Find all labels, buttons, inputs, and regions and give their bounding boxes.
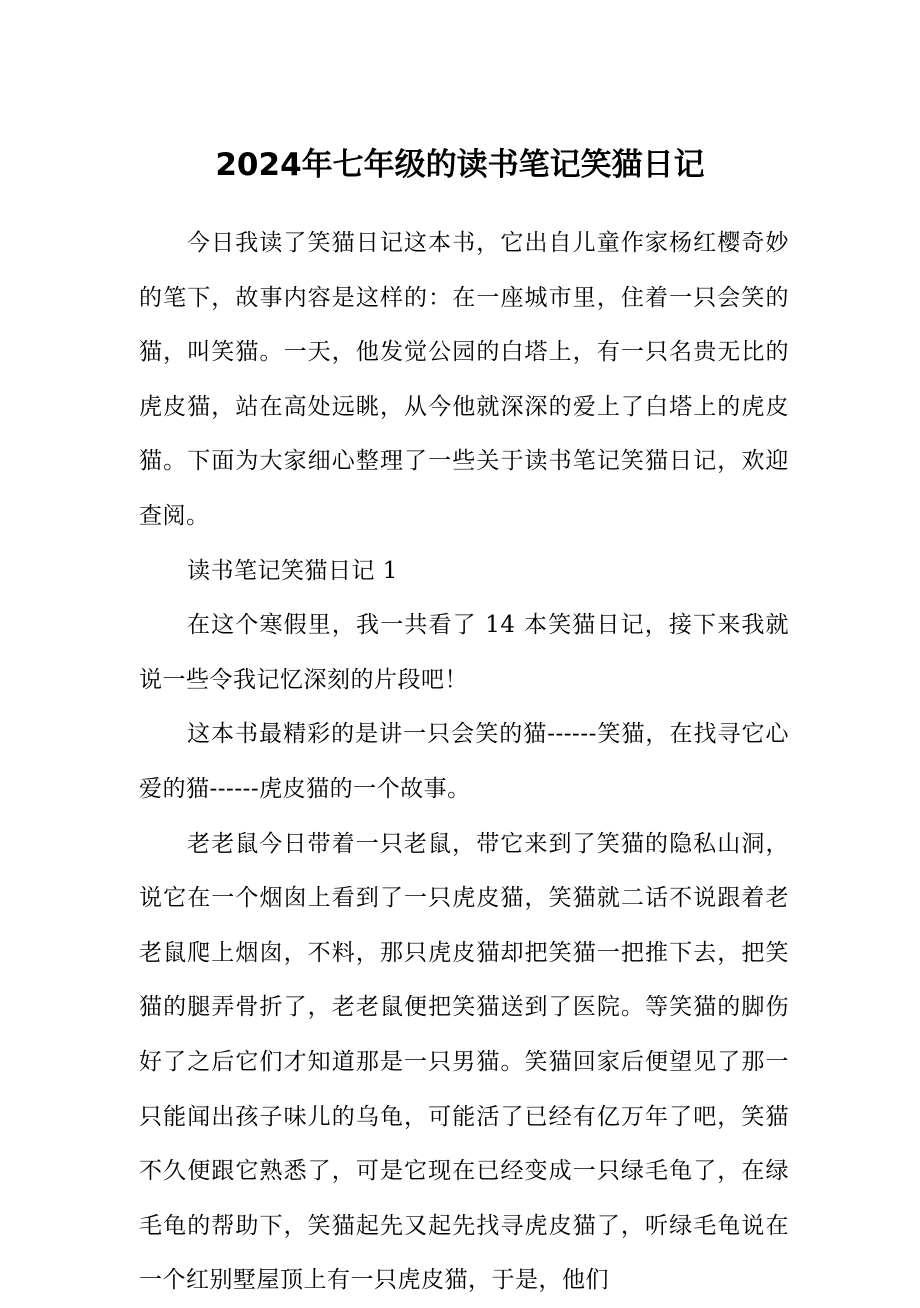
document-body — [139, 216, 789, 1308]
body-paragraph: 这本书最精彩的是讲一只会笑的猫------笑猫，在找寻它心爱的猫------虎皮猫的一个故事。 — [139, 721, 789, 802]
document-title: 2024年七年级的读书笔记笑猫日记 — [215, 147, 705, 183]
body-paragraph: 在这个寒假里，我一共看了 14 本笑猫日记，接下来我就说一些令我记忆深刻的片段吧！ — [139, 612, 789, 693]
body-paragraph: 老老鼠今日带着一只老鼠，带它来到了笑猫的隐私山洞，说它在一个烟囱上看到了一只虎皮猫，笑猫就二话不说跟着老老鼠爬上烟囱，不料，那只虎皮猫却把笑猫一把推下去，把笑猫的腿弄骨折了，老老鼠便把笑猫送到了医院。等笑猫的脚伤好了之后它们才知道那是一只男猫。笑猫回家后便望见了那一只能闻出孩子味儿的乌龟，可能活了已经有亿万年了吧，笑猫不久便跟它熟悉了，可是它现在已经变成一只绿毛龟了，在绿毛龟的帮助下，笑猫起先又起先找寻虎皮猫了，听绿毛龟说在一个红别墅屋顶上有一只虎皮猫，于是，他们 — [139, 830, 789, 1294]
section-heading: 读书笔记笑猫日记 1 — [187, 557, 398, 584]
intro-paragraph: 今日我读了笑猫日记这本书，它出自儿童作家杨红樱奇妙的笔下，故事内容是这样的：在一座城市里，住着一只会笑的猫，叫笑猫。一天，他发觉公园的白塔上，有一只名贵无比的虎皮猫，站在高处远眺，从今他就深深的爱上了白塔上的虎皮猫。下面为大家细心整理了一些关于读书笔记笑猫日记，欢迎查阅。 — [139, 230, 789, 529]
